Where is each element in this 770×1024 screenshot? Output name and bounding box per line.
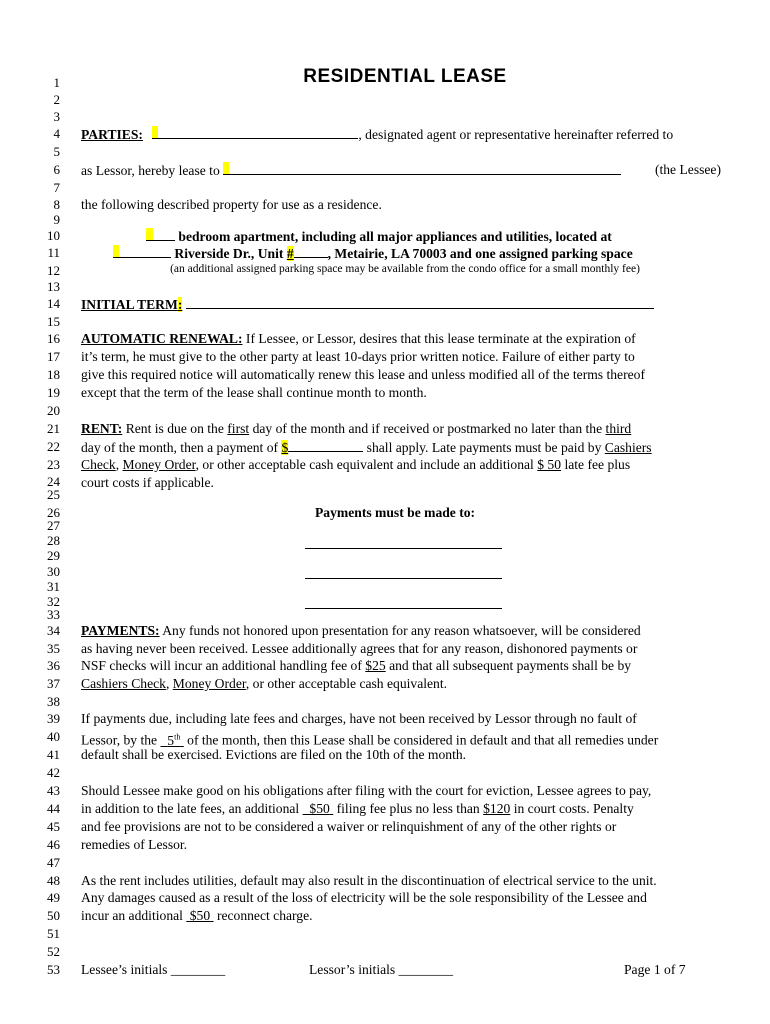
line-number: 25 xyxy=(47,487,60,502)
line-number: 33 xyxy=(47,607,60,622)
rent-label: RENT: xyxy=(81,421,123,436)
cashiers-check-text: Cashiers Check xyxy=(81,676,166,691)
rent-line-1 xyxy=(81,421,631,437)
payments-comma: , xyxy=(165,676,170,691)
rent-text-2a: day of the month, then a payment of xyxy=(81,440,279,455)
renewal-text-1: If Lessee, or Lessor, desires that this lease terminate at the expiration of xyxy=(245,331,636,346)
rent-amount-dollar: $ xyxy=(281,440,289,455)
line-number: 23 xyxy=(47,457,60,472)
cashiers-text: Cashiers xyxy=(604,440,652,455)
eviction-line-3: and fee provisions are not to be considered a waiver or relinquishment of any of the other rights or xyxy=(81,819,617,834)
eviction-text-2b: filing fee plus no less than xyxy=(336,801,480,816)
line-number: 30 xyxy=(47,564,60,579)
property-line: the following described property for use as a residence. xyxy=(81,197,382,212)
rent-text-3c: late fee plus xyxy=(564,457,631,472)
eviction-line-4: remedies of Lessor. xyxy=(81,837,188,852)
payments-text-1: Any funds not honored upon presentation for any reason whatsoever, will be considered xyxy=(162,623,641,638)
line-number: 36 xyxy=(47,658,60,673)
line-number: 20 xyxy=(47,403,60,418)
property-desc-1 xyxy=(146,228,612,245)
money-order-text: Money Order xyxy=(122,457,196,472)
line-number: 19 xyxy=(47,385,60,400)
utilities-line-3 xyxy=(81,908,313,924)
page-number: Page 1 of 7 xyxy=(624,962,686,977)
eviction-line-2 xyxy=(81,801,634,817)
payee-line-2[interactable] xyxy=(305,577,502,579)
renewal-line-1 xyxy=(81,331,636,347)
rent-text-1a: Rent is due on the xyxy=(125,421,224,436)
rent-text-1b: day of the month and if received or postmarked no later than the xyxy=(252,421,603,436)
unit-number-blank[interactable] xyxy=(294,245,328,258)
line-number: 16 xyxy=(47,331,60,346)
lessee-initials[interactable]: Lessee’s initials ________ xyxy=(81,962,226,977)
utilities-line-1: As the rent includes utilities, default may also result in the discontinuation of electrical service to the unit. xyxy=(81,873,657,888)
page-title: RESIDENTIAL LEASE xyxy=(303,66,507,87)
line-number: 53 xyxy=(47,962,60,977)
eviction-text-2c: in court costs. Penalty xyxy=(513,801,634,816)
line-number: 14 xyxy=(47,296,60,311)
line-number: 52 xyxy=(47,944,60,959)
line-number: 24 xyxy=(47,474,60,489)
line-number: 43 xyxy=(47,783,60,798)
line-number: 22 xyxy=(47,439,60,454)
line-number: 13 xyxy=(47,279,60,294)
payments-line-4 xyxy=(81,676,447,692)
payee-line-1[interactable] xyxy=(305,547,502,549)
rent-due-day: first xyxy=(227,421,250,436)
lessor-name-blank[interactable] xyxy=(158,126,358,139)
lessee-suffix: (the Lessee) xyxy=(654,162,721,177)
check-text: Check xyxy=(81,457,116,472)
court-costs: $120 xyxy=(483,801,511,816)
payee-line-3[interactable] xyxy=(305,607,502,609)
line-number: 15 xyxy=(47,314,60,329)
reconnect-fee xyxy=(186,908,213,923)
line-number: 2 xyxy=(53,92,60,107)
default-day xyxy=(161,733,184,748)
lessor-line-text: as Lessor, hereby lease to xyxy=(81,163,220,178)
property-line1-text: bedroom apartment, including all major appliances and utilities, located at xyxy=(178,229,612,244)
bedroom-count-blank[interactable] xyxy=(153,228,175,241)
line-number: 12 xyxy=(47,263,60,278)
line-number: 39 xyxy=(47,711,60,726)
parties-label: PARTIES: xyxy=(81,127,143,142)
line-number: 49 xyxy=(47,890,60,905)
lessor-line xyxy=(81,162,721,179)
line-number: 8 xyxy=(53,197,60,212)
property-line2-rest: , Metairie, LA 70003 and one assigned parking space xyxy=(327,246,633,261)
line-number: 4 xyxy=(53,126,60,141)
line-number: 29 xyxy=(47,548,60,563)
parties-line xyxy=(81,126,673,143)
line-number: 47 xyxy=(47,855,60,870)
line-number: 45 xyxy=(47,819,60,834)
rent-grace-day: third xyxy=(605,421,632,436)
utilities-text-3a: incur an additional xyxy=(81,908,183,923)
line-number: 18 xyxy=(47,367,60,382)
line-number: 27 xyxy=(47,518,60,533)
parking-note: (an additional assigned parking space may be available from the condo office for a small monthly fee) xyxy=(170,263,640,275)
line-number: 46 xyxy=(47,837,60,852)
payments-line-2: as having never been received. Lessee additionally agrees that for any reason, dishonored payments or xyxy=(81,641,638,656)
parties-text: , designated agent or representative hereinafter referred to xyxy=(358,127,674,142)
rent-line-2 xyxy=(81,439,652,456)
line-number: 21 xyxy=(47,421,60,436)
line-number: 32 xyxy=(47,594,60,609)
late-fee: $ 50 xyxy=(537,457,562,472)
default-day-number: 5 xyxy=(167,732,175,748)
line-number: 3 xyxy=(53,109,60,124)
renewal-line-4: except that the term of the lease shall continue month to month. xyxy=(81,385,427,400)
line-number: 6 xyxy=(53,162,60,177)
default-line-3: default shall be exercised. Evictions are filed on the 10th of the month. xyxy=(81,747,467,762)
lessor-initials[interactable]: Lessor’s initials ________ xyxy=(309,962,453,977)
initial-term-line xyxy=(81,296,654,313)
default-text-2b: of the month, then this Lease shall be considered in default and that all remedies under xyxy=(187,732,659,748)
line-number: 10 xyxy=(47,228,60,243)
payments-text-3a: NSF checks will incur an additional handling fee of xyxy=(81,658,362,673)
rent-comma: , xyxy=(115,457,120,472)
line-number: 42 xyxy=(47,765,60,780)
line-number: 1 xyxy=(53,75,60,90)
line-number: 38 xyxy=(47,694,60,709)
line-number: 48 xyxy=(47,873,60,888)
payments-text-4b: , or other acceptable cash equivalent. xyxy=(245,676,448,691)
line-number: 34 xyxy=(47,623,60,638)
rent-amount-blank[interactable] xyxy=(288,439,363,452)
default-line-1: If payments due, including late fees and charges, have not been received by Lessor through no fault of xyxy=(81,711,637,726)
utilities-line-2: Any damages caused as a result of the loss of electricity will be the sole responsibility of the Lessee and xyxy=(81,890,647,905)
line-number: 41 xyxy=(47,747,60,762)
initial-term-blank[interactable] xyxy=(186,296,654,309)
line-number: 40 xyxy=(47,729,60,744)
eviction-text-2a: in addition to the late fees, an additional xyxy=(81,801,300,816)
default-line-2 xyxy=(81,729,658,749)
line-number: 9 xyxy=(53,212,60,227)
unit-hash: # xyxy=(286,246,294,261)
payments-money-order: Money Order xyxy=(172,676,246,691)
line-number: 35 xyxy=(47,641,60,656)
default-text-2a: Lessor, by the xyxy=(81,732,158,748)
renewal-line-2: it’s term, he must give to the other party at least 10-days prior written notice. Failure of either party to xyxy=(81,349,635,364)
payments-line-1 xyxy=(81,623,641,639)
initial-term-colon: : xyxy=(177,297,183,312)
line-number: 26 xyxy=(47,505,60,520)
payments-made-to: Payments must be made to: xyxy=(315,505,476,520)
filing-fee xyxy=(303,801,334,816)
line-number: 37 xyxy=(47,676,60,691)
line-number: 31 xyxy=(47,579,60,594)
line-number: 5 xyxy=(53,144,60,159)
rent-line-4: court costs if applicable. xyxy=(81,475,214,490)
lessee-name-blank[interactable] xyxy=(229,162,621,175)
property-desc-2 xyxy=(113,245,633,262)
renewal-label: AUTOMATIC RENEWAL: xyxy=(81,331,243,346)
line-number: 44 xyxy=(47,801,60,816)
rent-line-3 xyxy=(81,457,630,473)
line-number: 7 xyxy=(53,180,60,195)
line-number: 17 xyxy=(47,349,60,364)
line-number: 50 xyxy=(47,908,60,923)
line-number: 28 xyxy=(47,533,60,548)
eviction-line-1: Should Lessee make good on his obligations after filing with the court for eviction, Lessee agrees to pay, xyxy=(81,783,652,798)
rent-text-3b: , or other acceptable cash equivalent and include an additional xyxy=(195,457,534,472)
rent-text-2b: shall apply. Late payments must be paid by xyxy=(366,440,602,455)
handling-fee: $25 xyxy=(365,658,386,673)
payments-line-3 xyxy=(81,658,631,674)
utilities-text-3b: reconnect charge. xyxy=(216,908,313,923)
payments-text-3b: and that all subsequent payments shall be by xyxy=(389,658,632,673)
line-number: 51 xyxy=(47,926,60,941)
reconnect-fee-value: $50 xyxy=(189,908,211,923)
initial-term-label: INITIAL TERM xyxy=(81,297,178,312)
street-number-blank[interactable] xyxy=(119,245,171,258)
line-number: 11 xyxy=(47,245,60,260)
bedroom-count-field[interactable] xyxy=(146,228,153,241)
property-line2-text: Riverside Dr., Unit xyxy=(174,246,284,261)
renewal-line-3: give this required notice will automatically renew this lease and unless modified all of the terms thereof xyxy=(81,367,645,382)
payments-label: PAYMENTS: xyxy=(81,623,160,638)
filing-fee-value: $50 xyxy=(309,801,330,816)
default-day-suffix: th xyxy=(174,732,181,741)
